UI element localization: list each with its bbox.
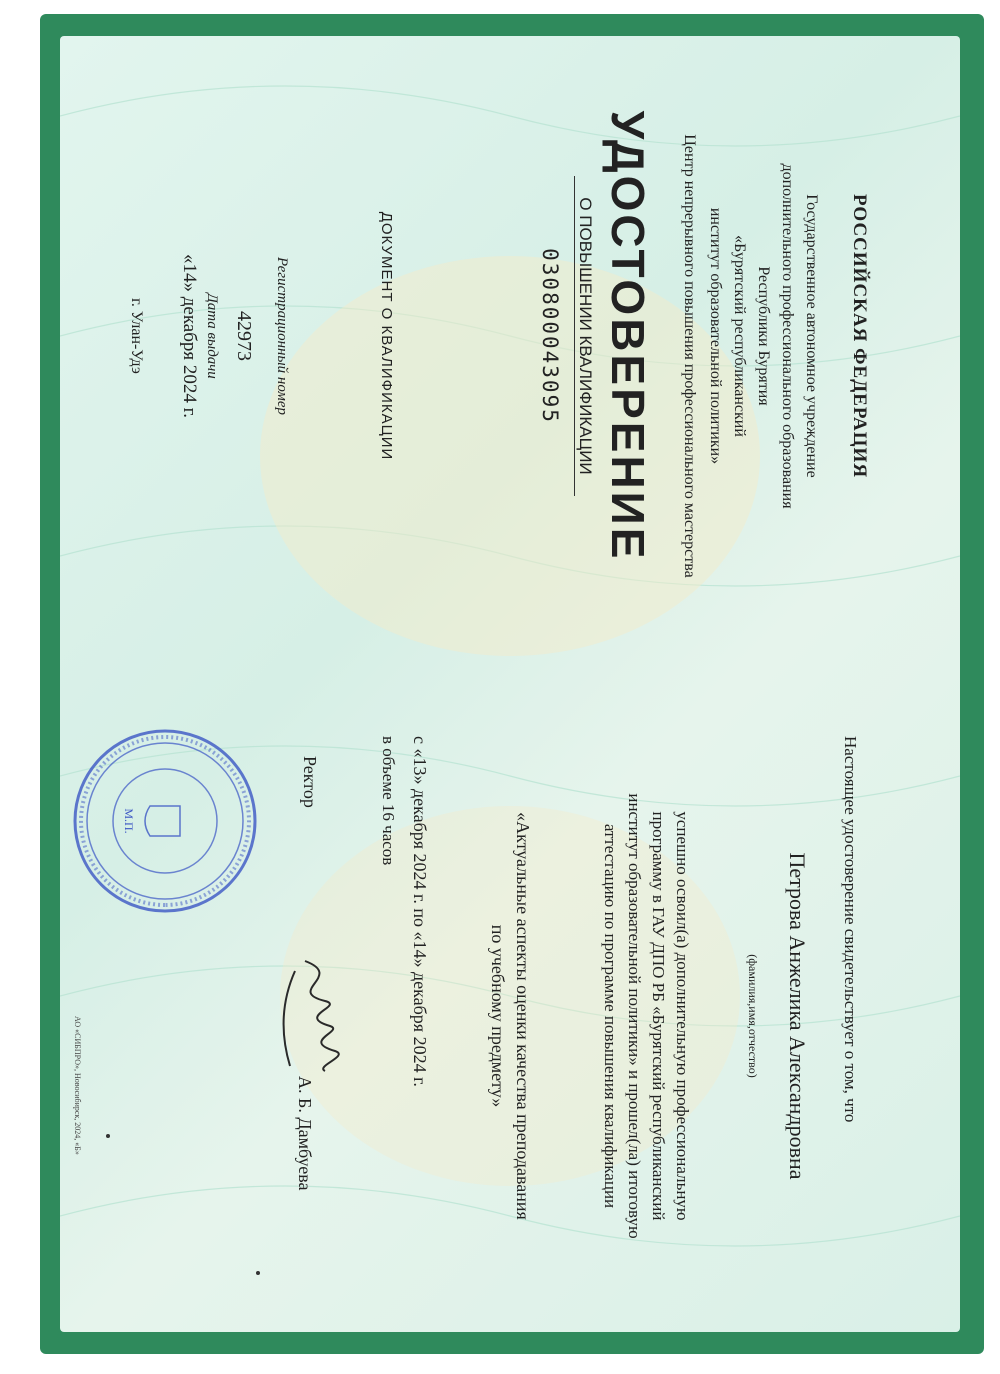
document-type: ДОКУМЕНТ О КВАЛИФИКАЦИИ: [378, 211, 395, 461]
org-line-1: Государственное автономное учреждение: [803, 194, 820, 478]
body-line-3: институт образовательной политики» и прошел(ла) итоговую: [625, 793, 644, 1239]
org-line-5: институт образовательной политики»: [707, 207, 724, 465]
person-name: Петрова Анжелика Александровна: [785, 852, 810, 1180]
registration-number: 42973: [233, 311, 255, 361]
stamp-mark: М.П.: [122, 808, 136, 834]
official-seal-stamp: [70, 726, 260, 916]
program-title-line-2: по учебному предмету»: [488, 924, 508, 1108]
rector-signature: [270, 956, 365, 1076]
body-line-2: программу в ГАУ ДПО РБ «Бурятский республиканский: [649, 811, 668, 1221]
issue-date-label: Дата выдачи: [204, 293, 220, 379]
certificate-sheet: [60, 36, 960, 1332]
rector-name: А. Б. Дамбуева: [295, 1076, 315, 1191]
document-serial-number: 030800043095: [538, 248, 562, 424]
study-period: с «13» декабря 2024 г. по «14» декабря 2024 г.: [410, 736, 430, 1087]
org-line-2: дополнительного профессионального образования: [779, 163, 796, 509]
center-line: Центр непрерывного повышения профессионального мастерства: [681, 134, 698, 578]
body-line-4: аттестацию по программе повышения квалификации: [601, 823, 620, 1209]
printer-note: АО «СИБПРО», Новосибирск, 2024, «Б»: [73, 1016, 82, 1155]
ink-dot: [256, 1271, 260, 1275]
document-title: УДОСТОВЕРЕНИЕ: [602, 110, 654, 562]
document-subtitle: О ПОВЫШЕНИИ КВАЛИФИКАЦИИ: [574, 176, 595, 496]
intro-text: Настоящее удостоверение свидетельствует о том, что: [841, 736, 860, 1123]
ink-dot: [106, 1134, 110, 1138]
registration-label: Регистрационный номер: [274, 256, 290, 415]
name-caption: (фамилия,имя,отчество): [746, 954, 760, 1078]
org-line-4: «Бурятский республиканский: [731, 235, 748, 437]
body-line-1: успешно освоил(а) дополнительную профессиональную: [673, 811, 692, 1221]
study-volume: в объеме 16 часов: [379, 736, 398, 866]
rector-label: Ректор: [300, 756, 320, 808]
program-title-line-1: «Актуальные аспекты оценки качества преподавания: [513, 812, 533, 1220]
org-line-3: Республики Бурятия: [755, 266, 772, 406]
country-heading: РОССИЙСКАЯ ФЕДЕРАЦИЯ: [849, 193, 870, 479]
issue-date: «14» декабря 2024 г.: [179, 253, 200, 419]
city: г. Улан-Удэ: [128, 298, 145, 374]
